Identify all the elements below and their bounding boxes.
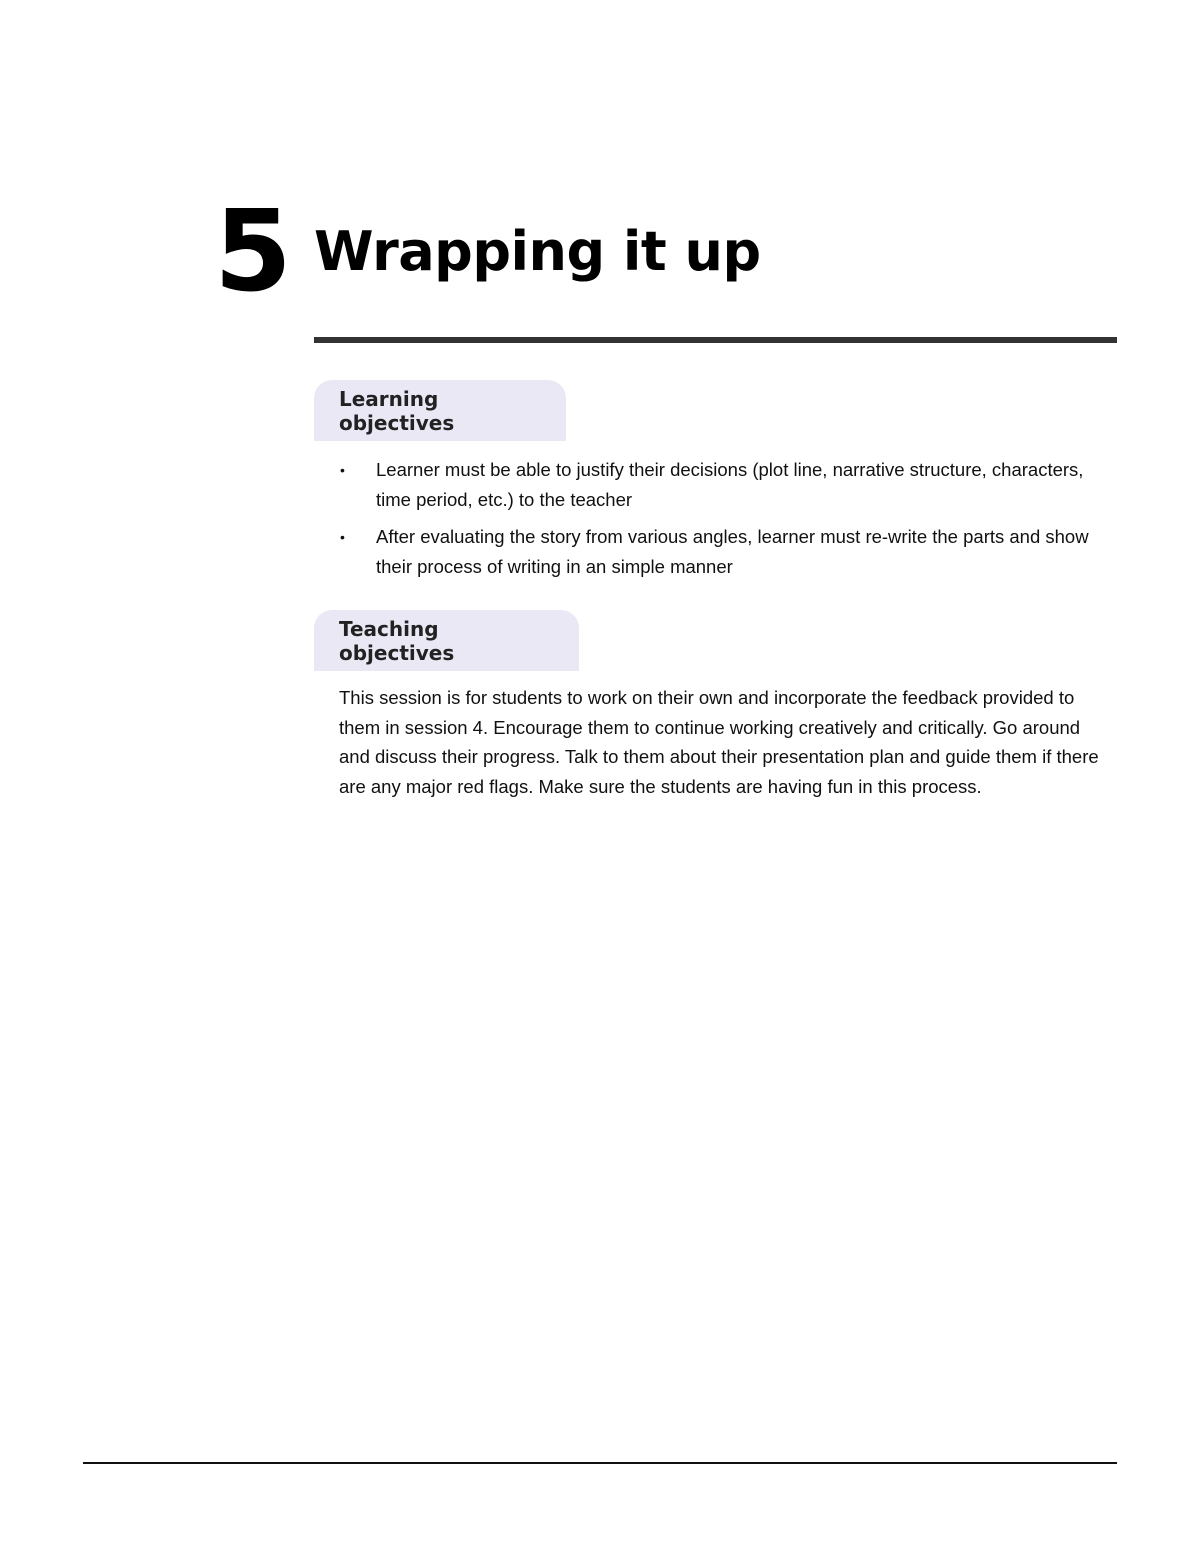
bullet-icon: • [340,462,345,478]
title-divider [314,337,1117,343]
learning-objectives-heading [314,380,566,441]
chapter-number: 5 [214,187,290,317]
bullet-icon: • [340,529,345,545]
chapter-title: Wrapping it up [314,220,761,283]
list-item-text: After evaluating the story from various angles, learner must re-write the parts and show their process of writing in an simple manner [376,526,1089,577]
learning-objectives-label: Learning objectives [339,386,455,435]
list-item [338,455,1108,515]
teaching-objectives-heading [314,610,579,671]
learning-objectives-list [338,455,1108,589]
list-item-text: Learner must be able to justify their decisions (plot line, narrative structure, characters, time period, etc.) to the teacher [376,459,1084,510]
teaching-objectives-label: Teaching objectives [339,616,455,665]
list-item [338,522,1108,582]
footer-divider [83,1462,1117,1464]
teaching-objectives-text: This session is for students to work on their own and incorporate the feedback provided to them in session 4. Encourage them to continue working creatively and critically. Go around and discuss their progress. Talk to them about their presentation plan and guide them if there are any major red flags. Make sure the students are having fun in this process. [339,687,1099,797]
